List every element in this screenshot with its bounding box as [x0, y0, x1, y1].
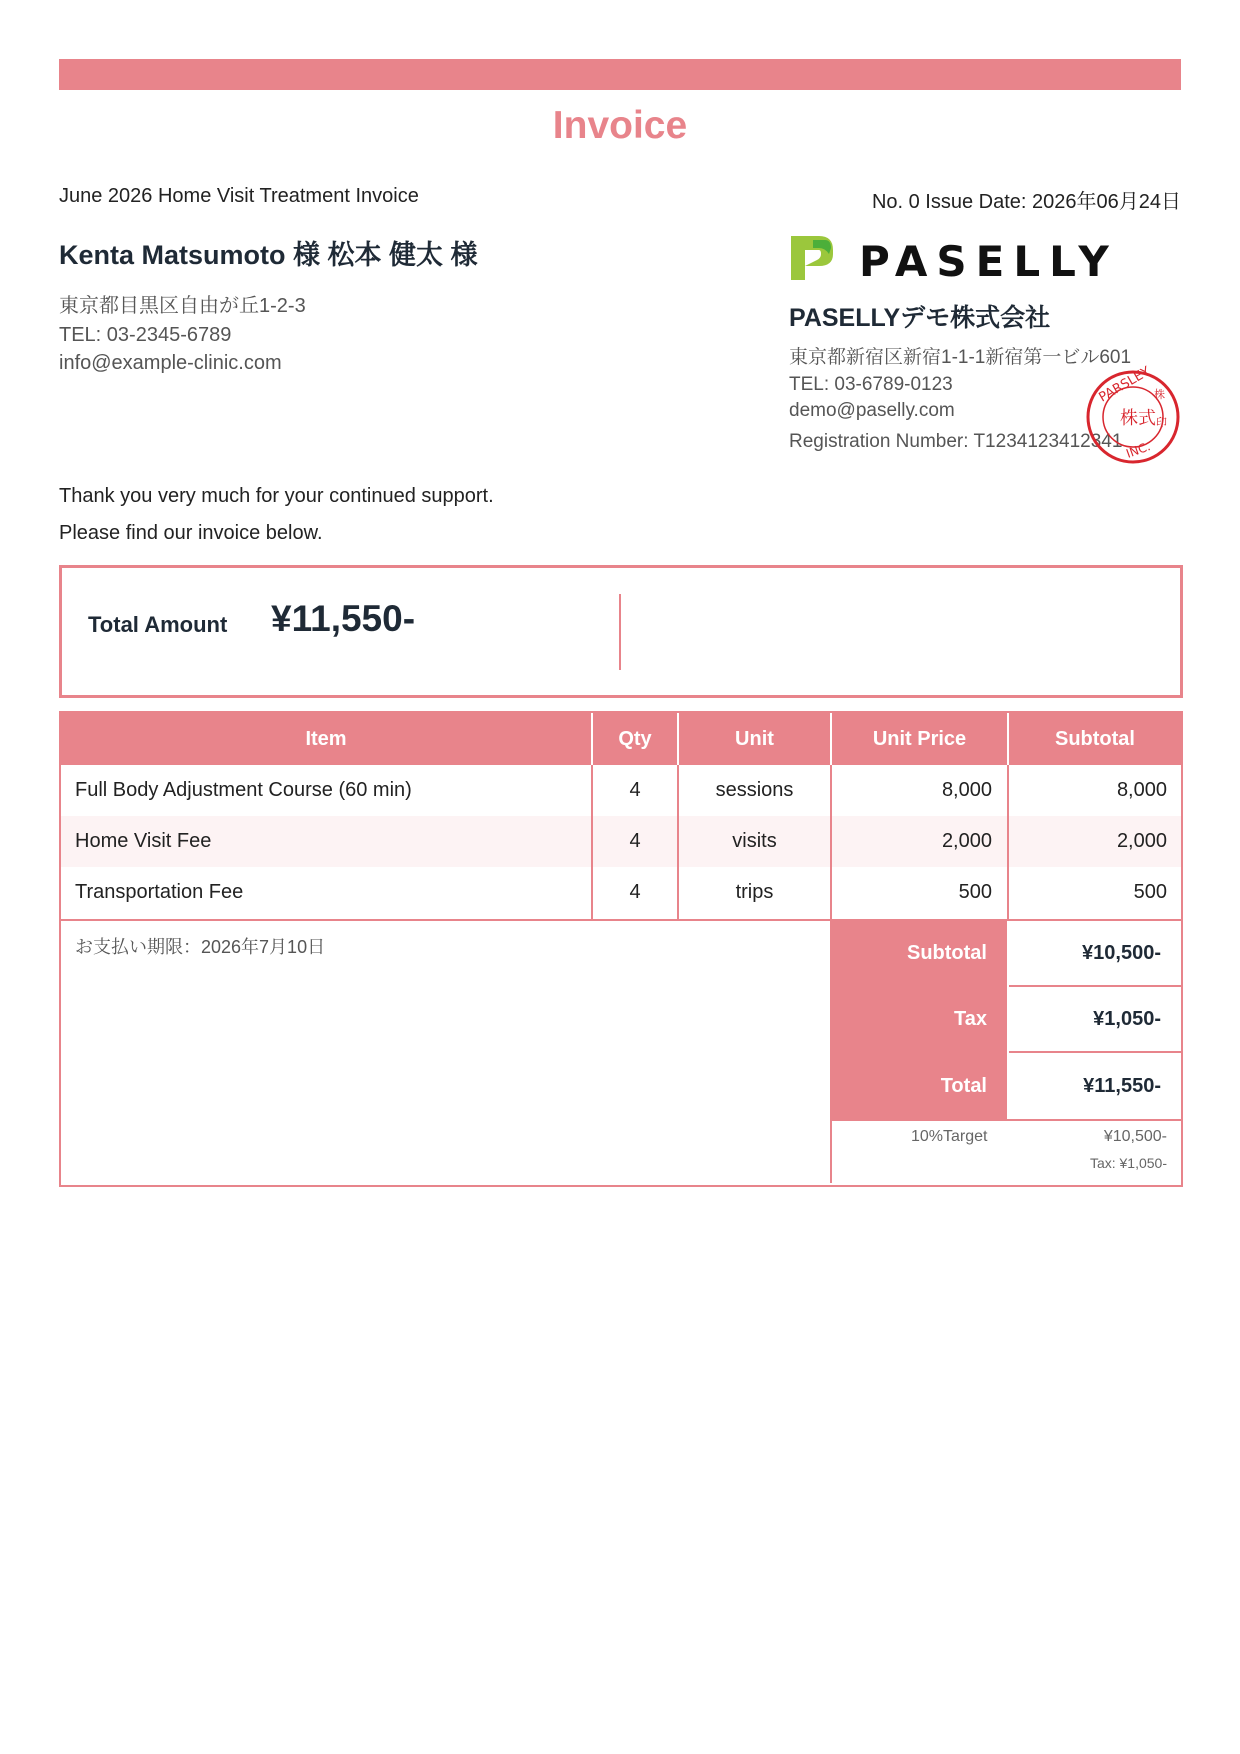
- svg-text:株式: 株式: [1120, 408, 1156, 429]
- summary-tax-label: Tax: [954, 1007, 987, 1030]
- invoice-number-date: No. 0 Issue Date: 2026年06月24日: [871, 191, 1181, 213]
- header-qty: Qty: [593, 713, 677, 765]
- header-item: Item: [61, 713, 591, 765]
- greeting-message: [59, 478, 494, 552]
- summary-subtotal-label: Subtotal: [907, 941, 987, 964]
- header-subtotal: Subtotal: [1009, 713, 1181, 765]
- summary-subtotal-value: ¥10,500-: [1082, 941, 1161, 964]
- row-unit-price: 2,000: [941, 830, 992, 852]
- invoice-subject: June 2026 Home Visit Treatment Invoice: [59, 185, 419, 207]
- column-divider: [677, 765, 679, 919]
- client-address: 東京都目黒区自由が丘1-2-3: [59, 295, 306, 317]
- summary-tax-value: ¥1,050-: [1093, 1007, 1161, 1030]
- column-divider: [1007, 765, 1009, 919]
- company-email: demo@paselly.com: [789, 400, 955, 421]
- company-tel: TEL: 03-6789-0123: [789, 373, 953, 395]
- header-unit: Unit: [679, 713, 830, 765]
- column-divider: [591, 765, 593, 919]
- greeting-line-2: Please find our invoice below.: [59, 522, 323, 544]
- summary-total-label: Total: [940, 1074, 987, 1097]
- company-address: 東京都新宿区新宿1-1-1新宿第一ビル601: [789, 347, 1132, 368]
- row-unit-price: 500: [958, 881, 992, 903]
- row-item: Transportation Fee: [75, 881, 244, 903]
- client-email: info@example-clinic.com: [59, 352, 282, 374]
- payment-due-date: お支払い期限：2026年7月10日: [75, 937, 326, 957]
- tax-target-value: ¥10,500-: [1103, 1128, 1167, 1145]
- header-unit-price: Unit Price: [832, 713, 1007, 765]
- row-subtotal: 500: [1133, 881, 1167, 903]
- svg-text:印: 印: [1156, 416, 1167, 429]
- row-unit: visits: [732, 830, 777, 852]
- client-tel: TEL: 03-2345-6789: [59, 323, 232, 346]
- table-row: [61, 765, 1181, 816]
- svg-text:株: 株: [1154, 388, 1165, 401]
- invoice-items-table: [59, 711, 1183, 1187]
- registration-number: Registration Number: T1234123412341: [789, 431, 1123, 452]
- row-qty: 4: [629, 881, 641, 903]
- svg-text:PARSLEY: PARSLEY: [1096, 364, 1154, 406]
- row-qty: 4: [629, 830, 641, 852]
- total-amount-box: [59, 565, 1183, 698]
- tax-target-label: 10%Target: [911, 1128, 988, 1145]
- company-seal-stamp: [1084, 364, 1182, 466]
- document-title: Invoice: [552, 104, 688, 147]
- svg-text:INC.: INC.: [1124, 439, 1153, 461]
- row-unit: trips: [735, 881, 774, 903]
- row-qty: 4: [629, 779, 641, 801]
- row-unit: sessions: [715, 779, 794, 801]
- row-subtotal: 8,000: [1116, 779, 1167, 801]
- row-item: Full Body Adjustment Course (60 min): [75, 779, 412, 801]
- client-name: Kenta Matsumoto 様 松本 健太 様: [59, 240, 478, 270]
- client-contact: [59, 292, 306, 378]
- total-amount-value: ¥11,550-: [271, 598, 416, 639]
- company-name: PASELLYデモ株式会社: [789, 304, 1051, 332]
- total-amount-label: Total Amount: [88, 612, 228, 637]
- tax-target-tax: Tax: ¥1,050-: [1089, 1155, 1167, 1171]
- table-row: [61, 816, 1181, 867]
- summary-total-value: ¥11,550-: [1083, 1074, 1161, 1097]
- row-subtotal: 2,000: [1116, 830, 1167, 852]
- header-accent-bar: [59, 59, 1181, 90]
- row-unit-price: 8,000: [941, 779, 992, 801]
- row-item: Home Visit Fee: [75, 830, 212, 852]
- row-divider: [832, 1119, 1181, 1121]
- svg-text:PASELLY: PASELLY: [859, 237, 1118, 286]
- table-row: [61, 867, 1181, 918]
- company-logo: [789, 232, 1118, 286]
- total-box-divider: [619, 594, 621, 670]
- company-contact: [789, 345, 1131, 425]
- greeting-line-1: Thank you very much for your continued support.: [59, 485, 494, 507]
